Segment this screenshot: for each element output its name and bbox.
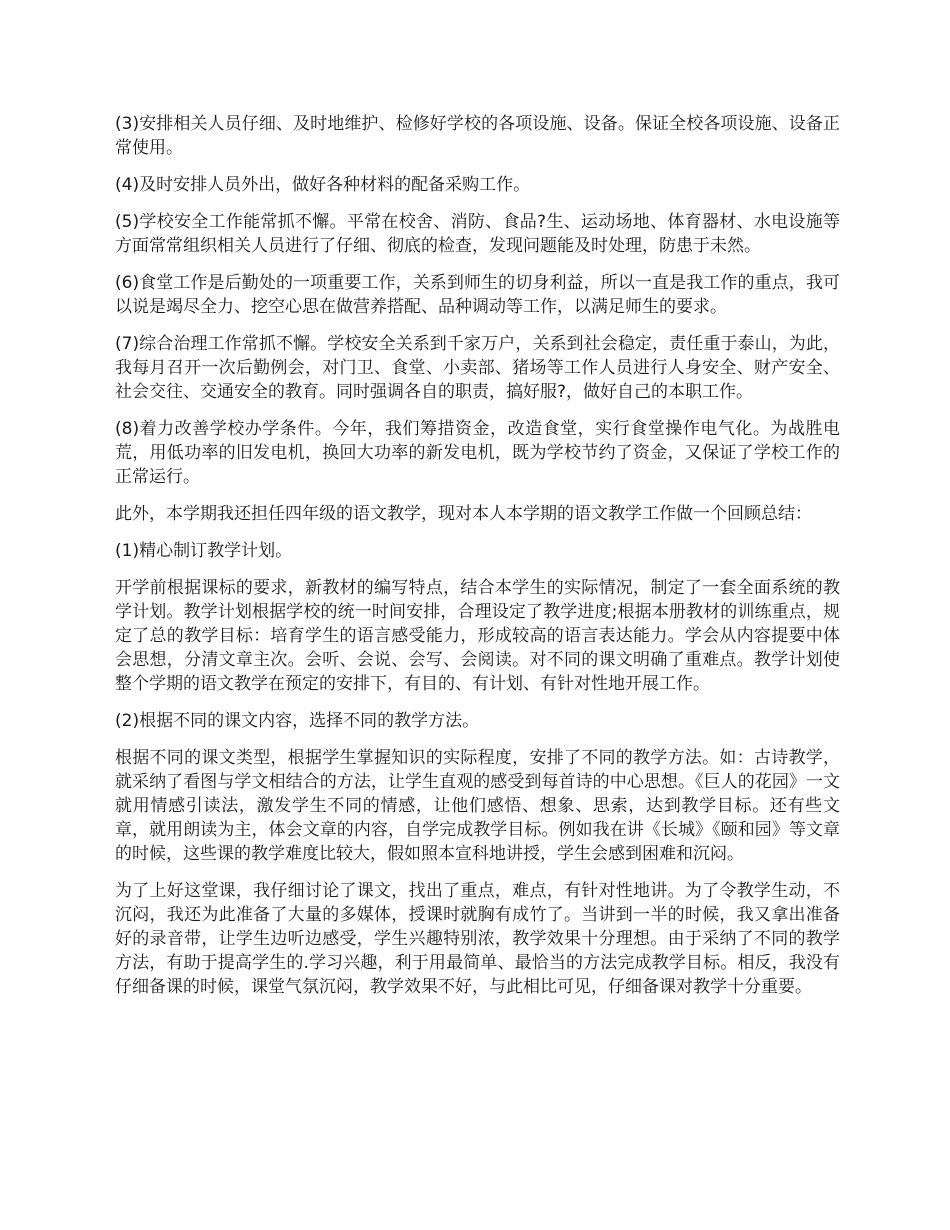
- paragraph-item-8: (8)着力改善学校办学条件。今年，我们筹措资金，改造食堂，实行食堂操作电气化。为战胜电荒，用低功率的旧发电机，换回大功率的新发电机，既为学校节约了资金，又保证了学校工作的正常运行。: [115, 419, 840, 487]
- paragraph-intro-summary: 此外，本学期我还担任四年级的语文教学，现对本人本学期的语文教学工作做一个回顾总结：: [115, 504, 812, 524]
- paragraph-lesson-prep: 为了上好这堂课，我仔细讨论了课文，找出了重点，难点，有针对性地讲。为了令教学生动，不沉闷，我还为此准备了大量的多媒体，授课时就胸有成竹了。当讲到一半的时候，我又拿出准备好的录音带，让学生边听边感受，学生兴趣特别浓，教学效果十分理想。由于采纳了不同的教学方法，有助于提高学生的.学习兴趣，利于用最简单、最恰当的方法完成教学目标。相反，我没有仔细备课的时候，课堂气氛沉闷，教学效果不好，与此相比可见，仔细备课对教学十分重要。: [115, 881, 840, 997]
- document-body: [115, 112, 840, 1012]
- paragraph-item-4: (4)及时安排人员外出，做好各种材料的配备采购工作。: [115, 175, 531, 195]
- paragraph-item-6: (6)食堂工作是后勤处的一项重要工作，关系到师生的切身利益，所以一直是我工作的重点，我可以说是竭尽全力、挖空心思在做营养搭配、品种调动等工作，以满足师生的要求。: [115, 273, 840, 317]
- paragraph-methods-detail: 根据不同的课文类型，根据学生掌握知识的实际程度，安排了不同的教学方法。如：古诗教学，就采纳了看图与学文相结合的方法，让学生直观的感受到每首诗的中心思想。《巨人的花园》一文就用情感引读法，激发学生不同的情感，让他们感悟、想象、思索，达到教学目标。还有些文章，就用朗读为主，体会文章的内容，自学完成教学目标。例如我在讲《长城》《颐和园》等文章的时候，这些课的教学难度比较大，假如照本宣科地讲授，学生会感到困难和沉闷。: [115, 748, 840, 864]
- paragraph-plan-detail: 开学前根据课标的要求，新教材的编写特点，结合本学生的实际情况，制定了一套全面系统的教学计划。教学计划根据学校的统一时间安排，合理设定了教学进度;根据本册教材的训练重点，规定了总的教学目标：培育学生的语言感受能力，形成较高的语言表达能力。学会从内容提要中体会思想，分清文章主次。会听、会说、会写、会阅读。对不同的课文明确了重难点。教学计划使整个学期的语文教学在预定的安排下，有目的、有计划、有针对性地开展工作。: [115, 578, 840, 694]
- paragraph-item-5: (5)学校安全工作能常抓不懈。平常在校舍、消防、食品?生、运动场地、体育器材、水电设施等方面常常组织相关人员进行了仔细、彻底的检查，发现问题能及时处理，防患于未然。: [115, 212, 840, 256]
- paragraph-item-3: (3)安排相关人员仔细、及时地维护、检修好学校的各项设施、设备。保证全校各项设施、设备正常使用。: [115, 114, 840, 158]
- paragraph-item-7: (7)综合治理工作常抓不懈。学校安全关系到千家万户，关系到社会稳定，责任重于泰山，为此，我每月召开一次后勤例会，对门卫、食堂、小卖部、猪场等工作人员进行人身安全、财产安全、社会交往、交通安全的教育。同时强调各自的职责，搞好服?，做好自己的本职工作。: [115, 334, 840, 402]
- paragraph-heading-2: (2)根据不同的课文内容，选择不同的教学方法。: [115, 711, 480, 731]
- paragraph-heading-1: (1)精心制订教学计划。: [115, 541, 293, 561]
